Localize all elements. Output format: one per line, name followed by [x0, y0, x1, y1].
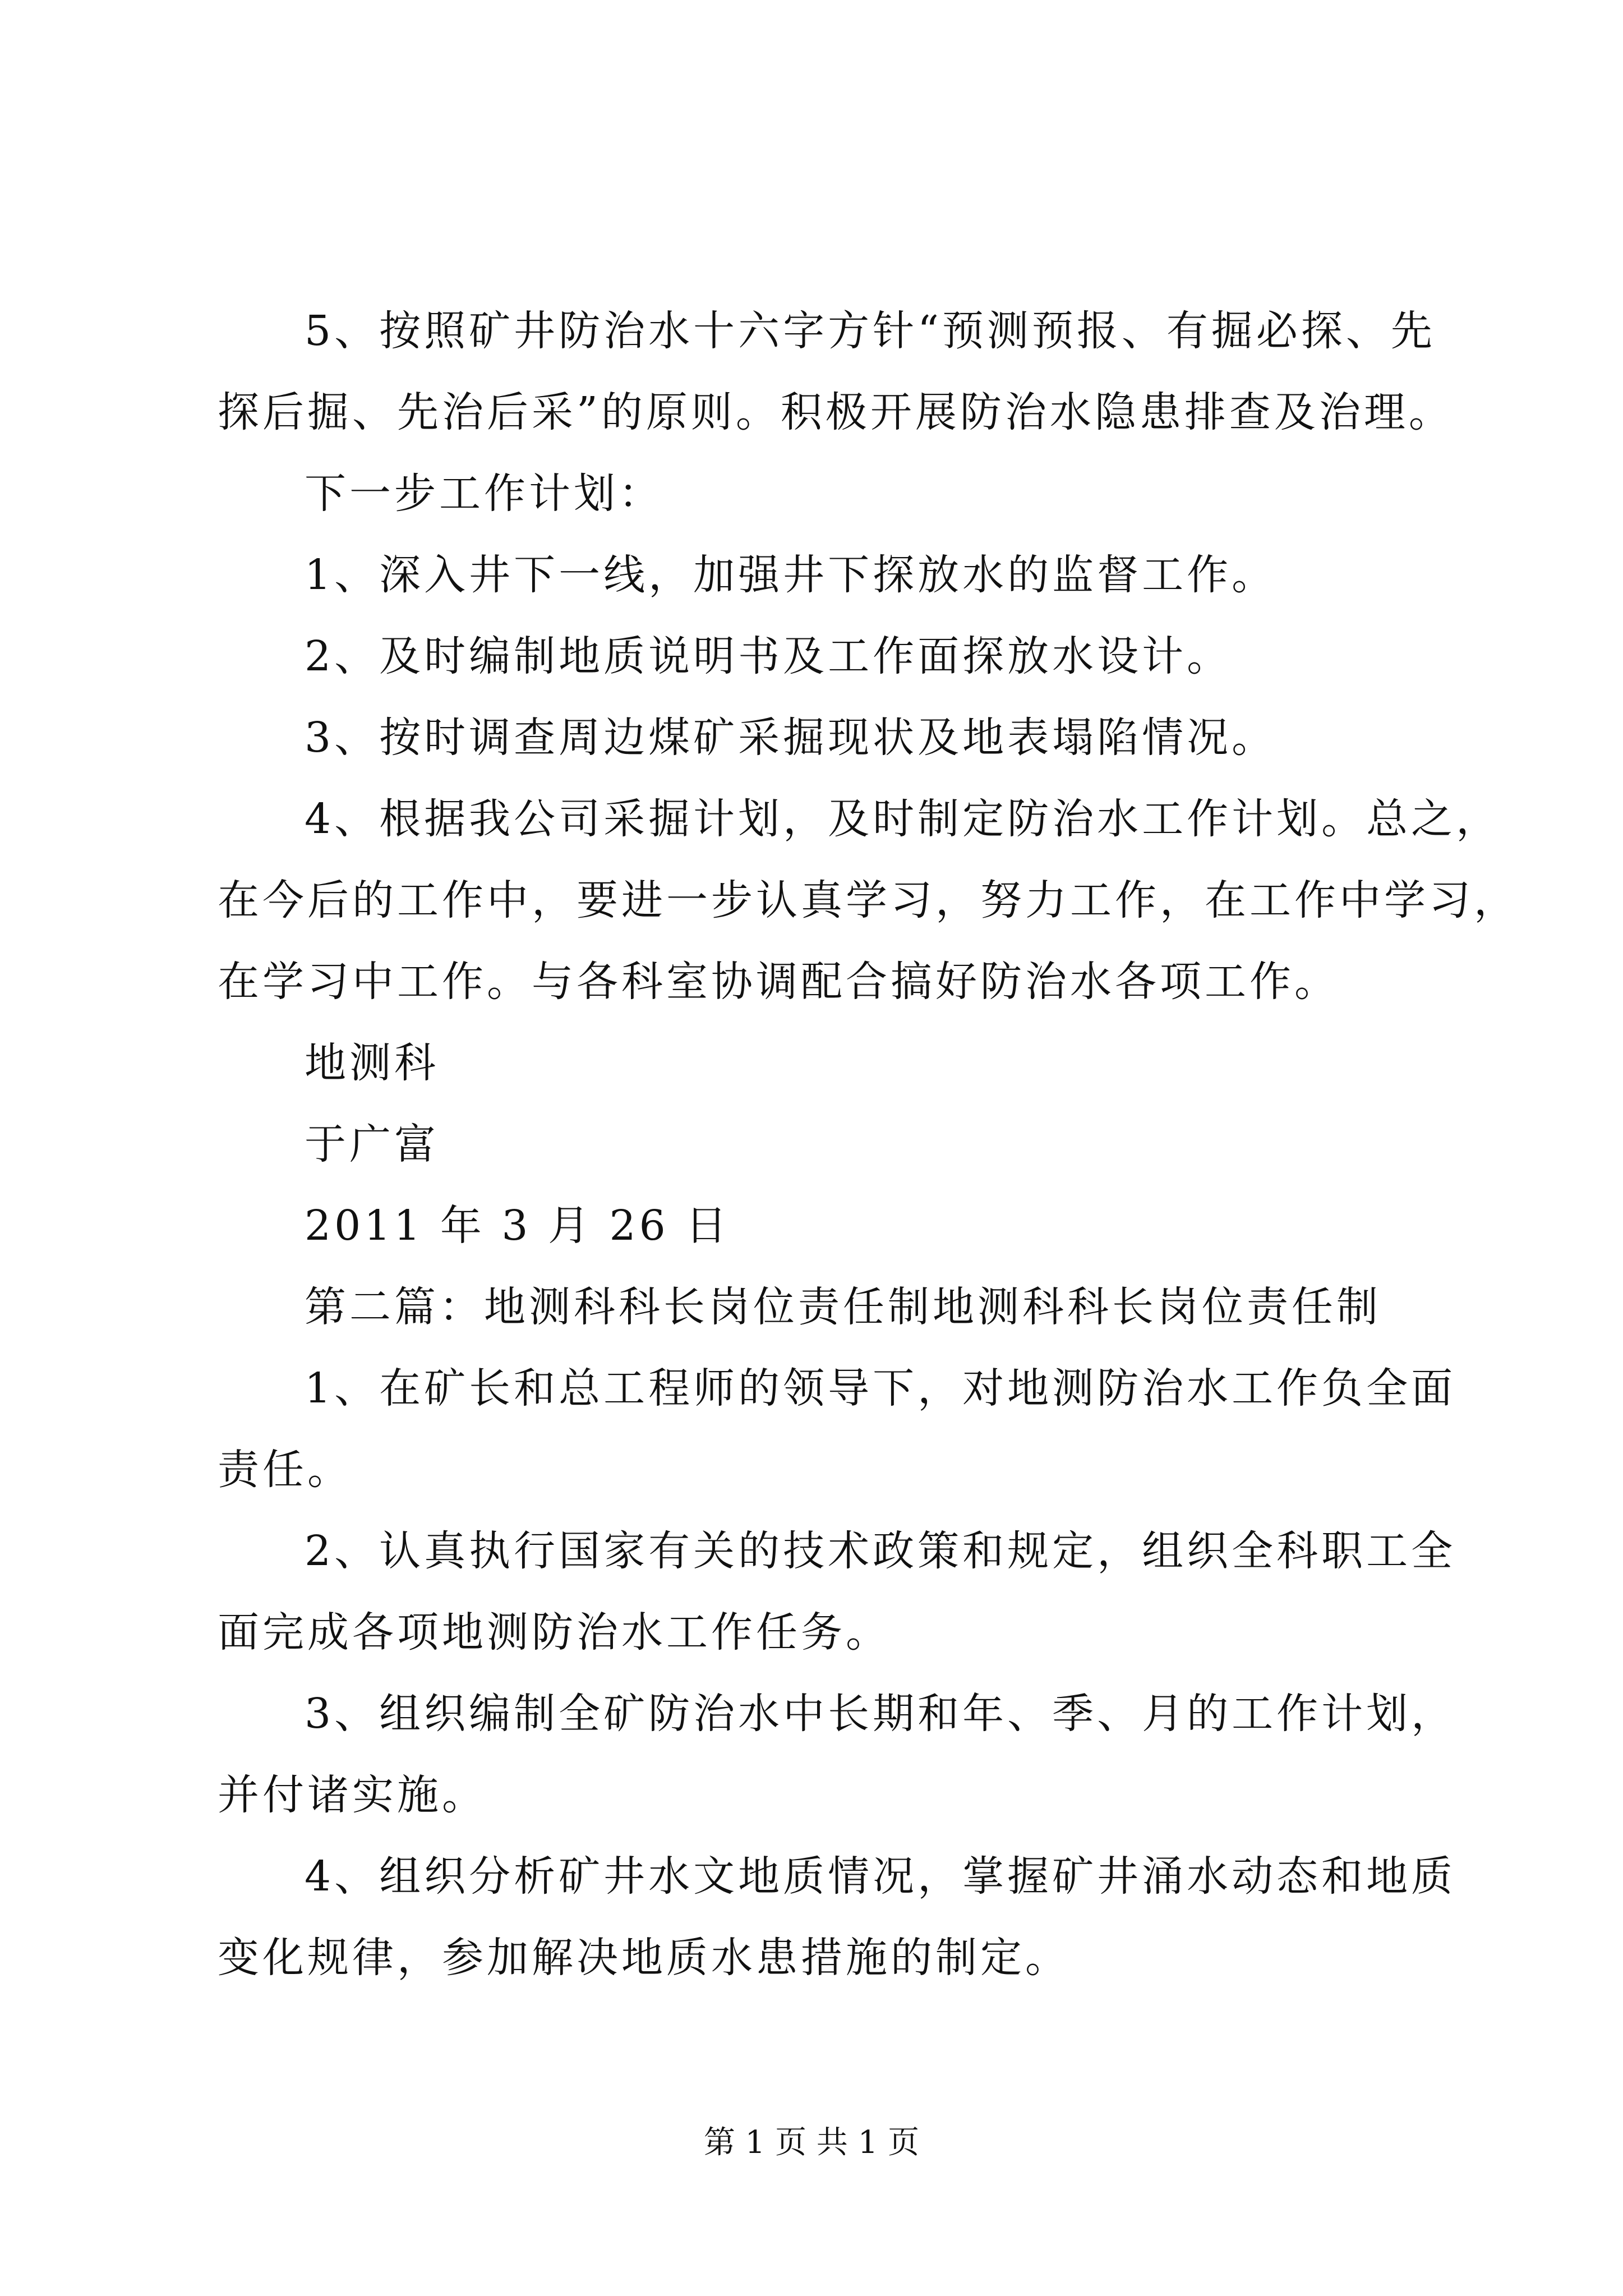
page-footer: 第 1 页 共 1 页 — [703, 2124, 920, 2161]
paragraph-line: 4、根据我公司采掘计划，及时制定防治水工作计划。总之， — [305, 795, 1501, 843]
paragraph-line: 探后掘、先治后采”的原则。积极开展防治水隐患排查及治理。 — [218, 388, 1454, 436]
signature-department: 地测科 — [305, 1039, 439, 1087]
paragraph-line: 变化规律，参加解决地质水患措施的制定。 — [218, 1934, 1070, 1982]
paragraph-line: 并付诸实施。 — [218, 1771, 487, 1819]
paragraph-line: 1、在矿长和总工程师的领导下，对地测防治水工作负全面 — [305, 1364, 1456, 1412]
paragraph-line: 在今后的工作中，要进一步认真学习，努力工作，在工作中学习， — [218, 876, 1519, 924]
paragraph-line: 在学习中工作。与各科室协调配合搞好防治水各项工作。 — [218, 958, 1339, 1006]
paragraph-line: 2、认真执行国家有关的技术政策和规定，组织全科职工全 — [305, 1527, 1456, 1575]
paragraph-line: 1、深入井下一线，加强井下探放水的监督工作。 — [305, 551, 1277, 599]
signature-date: 2011 年 3 月 26 日 — [305, 1202, 731, 1250]
paragraph-line: 3、组织编制全矿防治水中长期和年、季、月的工作计划， — [305, 1690, 1456, 1738]
paragraph-line: 3、按时调查周边煤矿采掘现状及地表塌陷情况。 — [305, 714, 1277, 762]
paragraph-line: 5、按照矿井防治水十六字方针“预测预报、有掘必探、先 — [305, 307, 1436, 355]
section-heading: 下一步工作计划： — [305, 470, 663, 518]
paragraph-line: 4、组织分析矿井水文地质情况，掌握矿井涌水动态和地质 — [305, 1852, 1456, 1901]
paragraph-line: 2、及时编制地质说明书及工作面探放水设计。 — [305, 632, 1232, 680]
section-title: 第二篇：地测科科长岗位责任制地测科科长岗位责任制 — [305, 1283, 1381, 1331]
signature-name: 于广富 — [305, 1120, 439, 1168]
paragraph-line: 责任。 — [218, 1446, 352, 1494]
paragraph-line: 面完成各项地测防治水工作任务。 — [218, 1608, 891, 1657]
